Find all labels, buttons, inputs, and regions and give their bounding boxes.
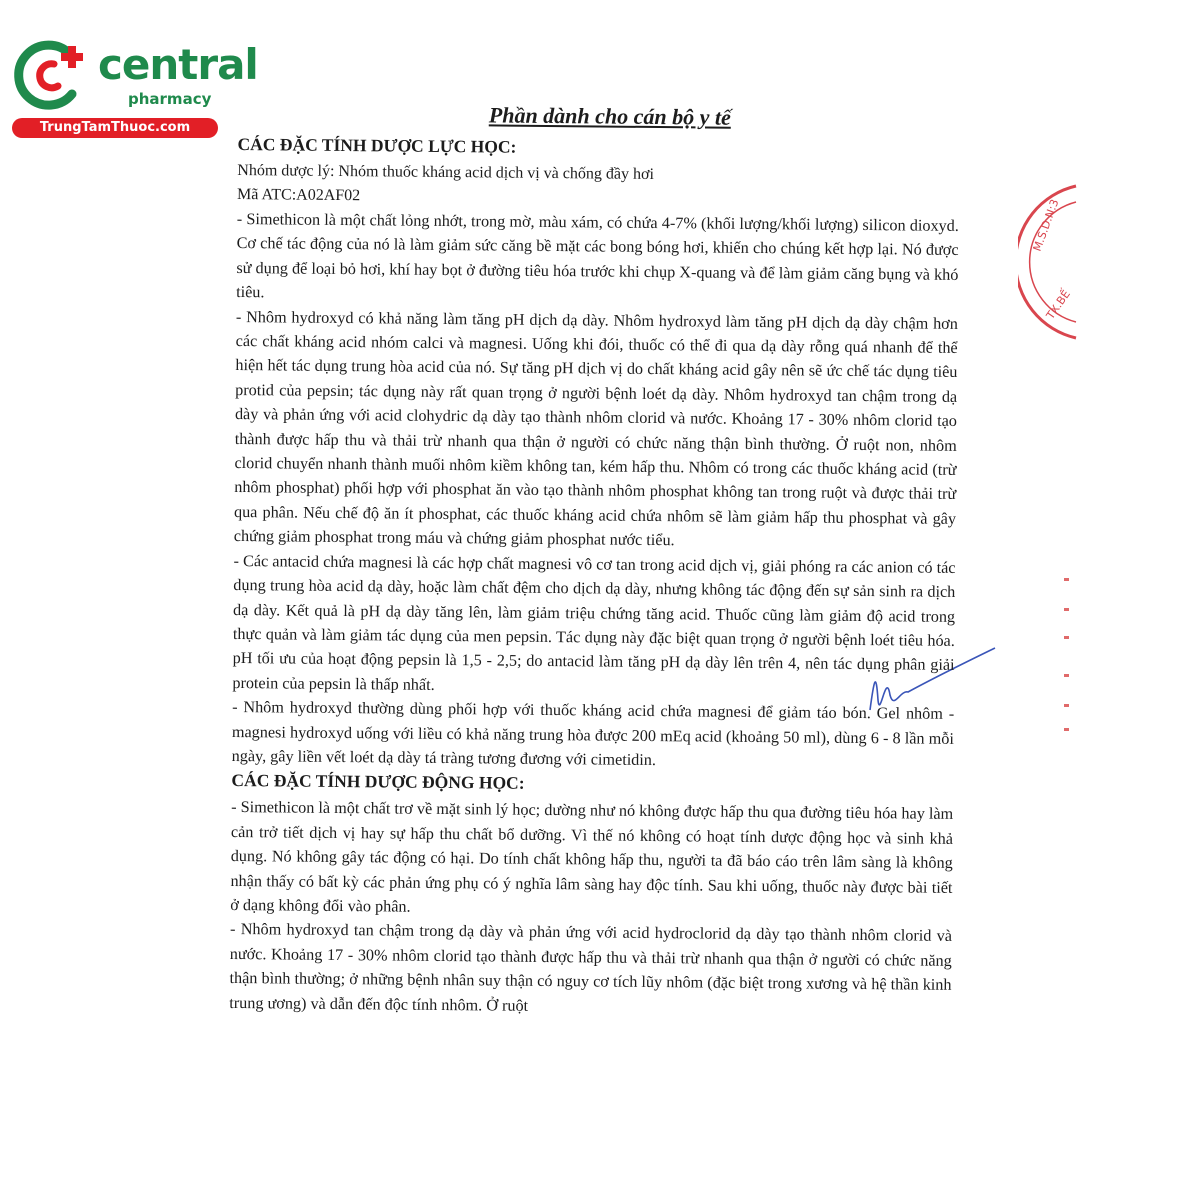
pk-paragraph-aluminium-hydroxide: - Nhôm hydroxyd tan chậm trong dạ dày và phản ứng với acid hydroclorid dạ dày tạo thành nhôm clorid và nước. Khoảng 17 - 30% nhôm clorid tạo thành được hấp thu và thải trừ nhanh qua thận ở người có chức năng thận bình thường; ở những bệnh nhân suy thận có nguy cơ tích lũy nhôm (đặc biệt trong xương và hệ thần kinh trung ương) và dẫn đến độc tính nhôm. Ở ruột [229, 920, 953, 1015]
brand-subtitle: pharmacy [128, 90, 212, 108]
document-page [229, 100, 960, 1022]
pd-paragraph-combination: - Nhôm hydroxyd thường dùng phối hợp với thuốc kháng acid chứa magnesi để giảm táo bón. Gel nhôm - magnesi hydroxyd uống với liều có khả năng trung hòa được 200 mEq acid (khoảng 50 ml), dùng 6 - 8 lần mỗi ngày, gây liền vết loét dạ dày tá tràng tương đương với cimetidin. [231, 698, 955, 769]
svg-text:TX.BẾ: TX.BẾ [1043, 287, 1073, 322]
atc-code: Mã ATC:A02AF02 [237, 185, 361, 205]
central-pharmacy-logo[interactable] [10, 36, 258, 136]
pd-paragraph-simethicone: - Simethicon là một chất lỏng nhớt, trong mờ, màu xám, có chứa 4-7% (khối lượng/khối lượng) silicon dioxyd. Cơ chế tác động của nó là làm giảm sức căng bề mặt các bong bóng hơi, khiến cho chúng kết hợp lại. Nó được sử dụng để loại bỏ hơi, khí hay bọt ở đường tiêu hóa trước khi chụp X-quang và để làm giảm căng bụng và khó tiêu. [236, 209, 959, 302]
svg-text:M.S.D.N:3: M.S.D.N:3 [1030, 197, 1062, 254]
document-title: Phần dành cho cán bộ y tế [488, 102, 731, 130]
official-stamp [1018, 182, 1078, 342]
edge-marks [1060, 578, 1074, 738]
pd-paragraph-aluminium-hydroxide: - Nhôm hydroxyd có khả năng làm tăng pH dịch dạ dày. Nhôm hydroxyd làm tăng pH dịch dạ dày chậm hơn các chất kháng acid nhóm calci và magnesi. Uống khi đói, thuốc có thể đi qua dạ dày rỗng quá nhanh để thể hiện hết tác dụng trung hòa acid của nó. Sự tăng pH dịch vị do chất kháng acid gây nên sẽ ức chế tác dụng tiêu protid của pepsin; tác dụng này rất quan trọng ở người bệnh loét dạ dày. Nhôm hydroxyd tan chậm trong dạ dày và phản ứng với acid clohydric dạ dày tạo thành nhôm clorid và nước. Khoảng 17 - 30% nhôm clorid tạo thành được hấp thu và thải trừ nhanh qua thận ở người có chức năng thận bình thường. Ở ruột non, nhôm clorid chuyển nhanh thành muối nhôm kiềm không tan, kém hấp thu. Nhôm có trong các thuốc kháng acid (trừ nhôm phosphat) phối hợp với phosphat ăn vào tạo thành nhôm phosphat không tan trong ruột và được thải trừ qua phân. Nếu chế độ ăn ít phosphat, các thuốc kháng acid chứa nhôm sẽ làm giảm hấp thu phosphat và gây chứng giảm phosphat trong máu và chứng giảm phosphat nước tiểu. [233, 307, 958, 550]
brand-url-badge[interactable]: TrungTamThuoc.com [12, 118, 218, 138]
pharmacokinetics-heading: CÁC ĐẶC TÍNH DƯỢC ĐỘNG HỌC: [231, 770, 525, 794]
pd-paragraph-magnesium-antacids: - Các antacid chứa magnesi là các hợp chất magnesi vô cơ tan trong acid dịch vị, giải phóng ra các anion có tác dụng trung hòa acid dạ dày, hoặc làm chất đệm cho dịch dạ dày, nhưng không tác động đến sự sản sinh ra dịch dạ dày. Kết quả là pH dạ dày tăng lên, làm giảm triệu chứng tăng acid. Thuốc cũng làm giảm độ acid trong thực quản và làm giảm tác dụng của men pepsin. Tác dụng này đặc biệt quan trọng ở người bệnh loét tiêu hóa. pH tối ưu của hoạt động pepsin là 1,5 - 2,5; do antacid làm tăng pH dạ dày lên trên 4, nên tác dụng phân giải protein của pepsin là thấp nhất. [232, 551, 956, 694]
pharmacodynamics-heading: CÁC ĐẶC TÍNH DƯỢC LỰC HỌC: [237, 133, 517, 157]
pharmacologic-group: Nhóm dược lý: Nhóm thuốc kháng acid dịch vị và chống đầy hơi [237, 161, 655, 183]
pharmacy-cross-logo-icon [10, 36, 96, 116]
brand-name: central [98, 40, 258, 89]
pk-paragraph-simethicone: - Simethicon là một chất trơ về mặt sinh lý học; dường như nó không được hấp thu qua đường tiêu hóa hay làm cản trở tiết dịch vị hay sự hấp thu chất bổ dưỡng. Vì thế nó không có hoạt tính dược động học và sinh khả dụng. Nó không gây tác động có hại. Do tính chất không hấp thu, người ta đã báo cáo trên lâm sàng là không nhận thấy có bất kỳ các phản ứng phụ có ý nghĩa lâm sàng hay độc tính. Sau khi uống, thuốc này được bài tiết ở dạng không đổi vào phân. [230, 798, 954, 916]
